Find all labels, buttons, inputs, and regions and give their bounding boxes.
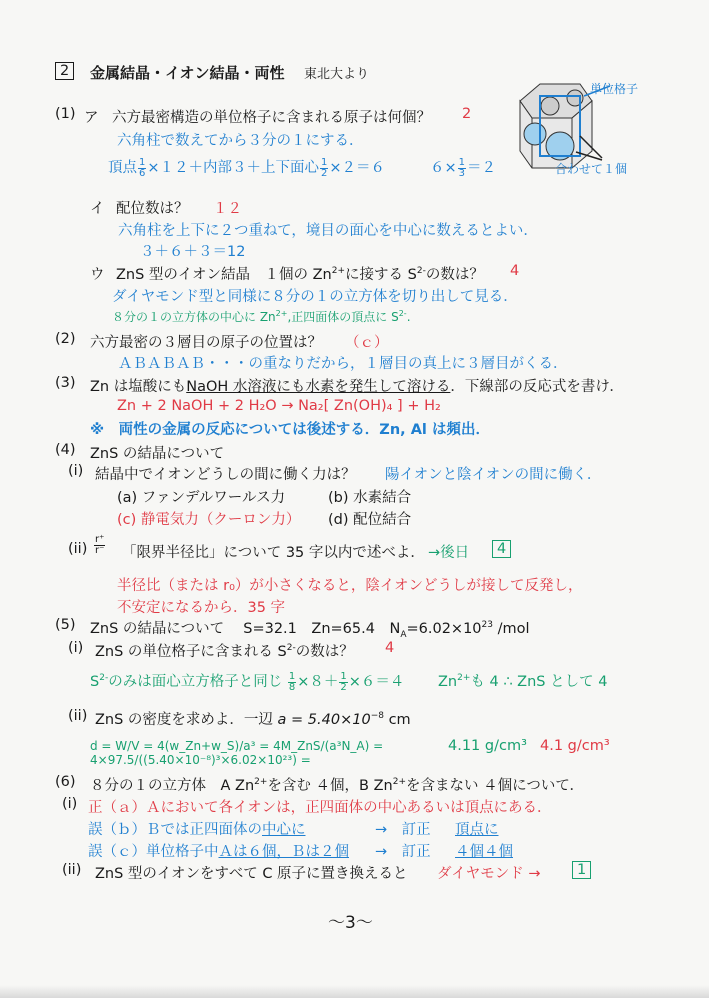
q6-line3-fix: ４個４個	[455, 844, 513, 860]
q1i-note: 六角柱を上下に２つ重ねて，境目の面心を中心に数えるとよい．	[118, 223, 538, 239]
q1i-sub: イ	[90, 201, 105, 217]
q1a-calc2: ６× $\frac{1}{3}$ ＝２	[430, 156, 497, 179]
q2-note: ＡＢＡＢＡＢ・・・の重なりだから，１層目の真上に３層目がくる．	[118, 356, 568, 372]
q4i-label: (i)	[68, 463, 84, 479]
q6-line2-correction: → 訂正	[375, 822, 431, 838]
q6-line1: 正（ａ）Ａにおいて各イオンは，正四面体の中心あるいは頂点にある．	[88, 800, 552, 816]
q6-line2-fix: 頂点に	[455, 822, 499, 838]
q1i-question: 配位数は？	[116, 201, 189, 217]
q6ii-answer: ダイヤモンド →	[437, 866, 541, 882]
q5ii-label: (ii)	[68, 708, 88, 724]
q5ii-calc: d = W/V = 4(w_Zn+w_S)/a³ = 4M_ZnS/(a³N_A) = 4×97.5/((5.40×10⁻⁸)³×6.02×10²³) =	[90, 739, 384, 767]
q4-label: (4)	[55, 442, 76, 458]
q1u-question: ZnS 型のイオン結晶 １個の $Zn^{2+}$に接する $S^{2-}$の数は？	[116, 266, 484, 283]
q1a-answer: 2	[462, 106, 472, 122]
problem-number: 2	[55, 62, 74, 80]
q6i-label: (i)	[62, 796, 78, 812]
q4-option-a: (a) ファンデルワールス力	[117, 490, 286, 506]
q2-question: 六方最密の３層目の原子の位置は？	[90, 335, 322, 351]
q5i-label: (i)	[68, 640, 84, 656]
sum-label: 合わせて１個	[555, 162, 628, 176]
q4-option-b: (b) 水素結合	[328, 490, 412, 506]
q4ii-box: 4	[492, 540, 511, 558]
q5ii-question: ZnS の密度を求めよ．一辺 $a = 5.40\times 10^{-8}$ cm	[95, 711, 411, 728]
q1u-sub: ウ	[90, 267, 105, 283]
q1a-calc: 頂点 $\frac{1}{6}$ ×１２＋内部３＋上下面心 $\frac{1}{2}$ ×２＝６	[108, 156, 386, 179]
q4ii-answer-1: 半径比（または r₀）が小さくなると，陰イオンどうしが接して反発し，	[117, 578, 583, 594]
q4ii-ref: →後日	[428, 545, 470, 561]
q3-equation: Zn + 2 NaOH + 2 H₂O → Na₂[ Zn(OH)₄ ] + H₂	[117, 398, 441, 414]
q6-line2: 誤（ｂ）Ｂでは正四面体の中心に	[88, 822, 306, 838]
q4ii-answer-2: 不安定になるから．35 字	[117, 600, 286, 616]
q1a-question: 六方最密構造の単位格子に含まれる原子は何個？	[112, 110, 431, 126]
q5i-question: ZnS の単位格子に含まれる $S^{2-}$の数は？	[95, 643, 354, 660]
q6-line3-correction: → 訂正	[375, 844, 431, 860]
q5i-note: $S^{2-}$のみは面心立方格子と同じ $\frac{1}{8}$ ×８＋ $\frac{1}{2}$ ×６＝４	[90, 670, 405, 693]
q4ii-ratio: $\frac{r^+}{r^-}$	[95, 534, 105, 556]
q3-label: (3)	[55, 375, 76, 391]
q6ii-question: ZnS 型のイオンをすべて C 原子に置き換えると	[95, 866, 408, 882]
q3-note: ※ 両性の金属の反応については後述する．Zn, Al は頻出．	[90, 422, 490, 438]
q5-label: (5)	[55, 617, 76, 633]
scan-edge	[0, 985, 709, 998]
q4i-question: 結晶中でイオンどうしの間に働く力は？	[95, 467, 356, 483]
q1u-note2: ８分の１の立方体の中心に $Zn^{2+}$,正四面体の頂点に $S^{2-}$.	[112, 309, 411, 324]
q5ii-result-2: 4.1 g/cm³	[540, 738, 610, 754]
q6ii-label: (ii)	[62, 862, 82, 878]
q4ii-question: 「限界半径比」について 35 字以内で述べよ．	[122, 545, 425, 561]
q1i-calc: ３＋６＋３＝12	[140, 244, 246, 260]
q3-question: Zn は塩酸にもNaOH 水溶液にも水素を発生して溶ける．下線部の反応式を書け．	[90, 379, 624, 395]
q4ii-label: (ii)	[68, 541, 88, 557]
page-number: ～3～	[328, 913, 373, 933]
source-note: 東北大より	[304, 67, 370, 82]
q1-label: (1)	[55, 106, 76, 122]
q4-option-c: (c) 静電気力（クーロン力）	[117, 512, 301, 528]
q5ii-result: 4.11 g/cm³	[448, 738, 527, 754]
q1a-note: 六角柱で数えてから３分の１にする．	[117, 133, 364, 149]
q1i-answer: １２	[213, 201, 242, 217]
q2-answer: （ｃ）	[345, 335, 389, 351]
q1u-note1: ダイヤモンド型と同様に８分の１の立方体を切り出して見る．	[112, 289, 518, 305]
q6-line3: 誤（ｃ）単位格子中Ａは６個，Ｂは２個	[88, 844, 349, 860]
q5i-answer: 4	[385, 640, 395, 656]
q6ii-box: 1	[572, 861, 591, 879]
unit-cell-label: 単位格子	[590, 82, 639, 96]
q6-title: ８分の１の立方体 A $Zn^{2+}$を含む ４個，B $Zn^{2+}$を含まない ４個について．	[90, 777, 585, 794]
section-title: 金属結晶・イオン結晶・両性	[90, 64, 285, 82]
q4-title: ZnS の結晶について	[90, 446, 225, 462]
q5-title: ZnS の結晶について S=32.1 Zn=65.4 $N_A=6.02\times 10^{23}$ /mol	[90, 620, 530, 640]
q5i-note-2: $Zn^{2+}$も 4 ∴ ZnS として 4	[438, 673, 608, 690]
q1a-sub: ア	[84, 110, 99, 126]
q4-option-d: (d) 配位結合	[328, 512, 412, 528]
q2-label: (2)	[55, 331, 76, 347]
q6-label: (6)	[55, 774, 76, 790]
q4i-answer: 陽イオンと陰イオンの間に働く．	[385, 467, 602, 483]
q1u-answer: 4	[510, 263, 520, 279]
